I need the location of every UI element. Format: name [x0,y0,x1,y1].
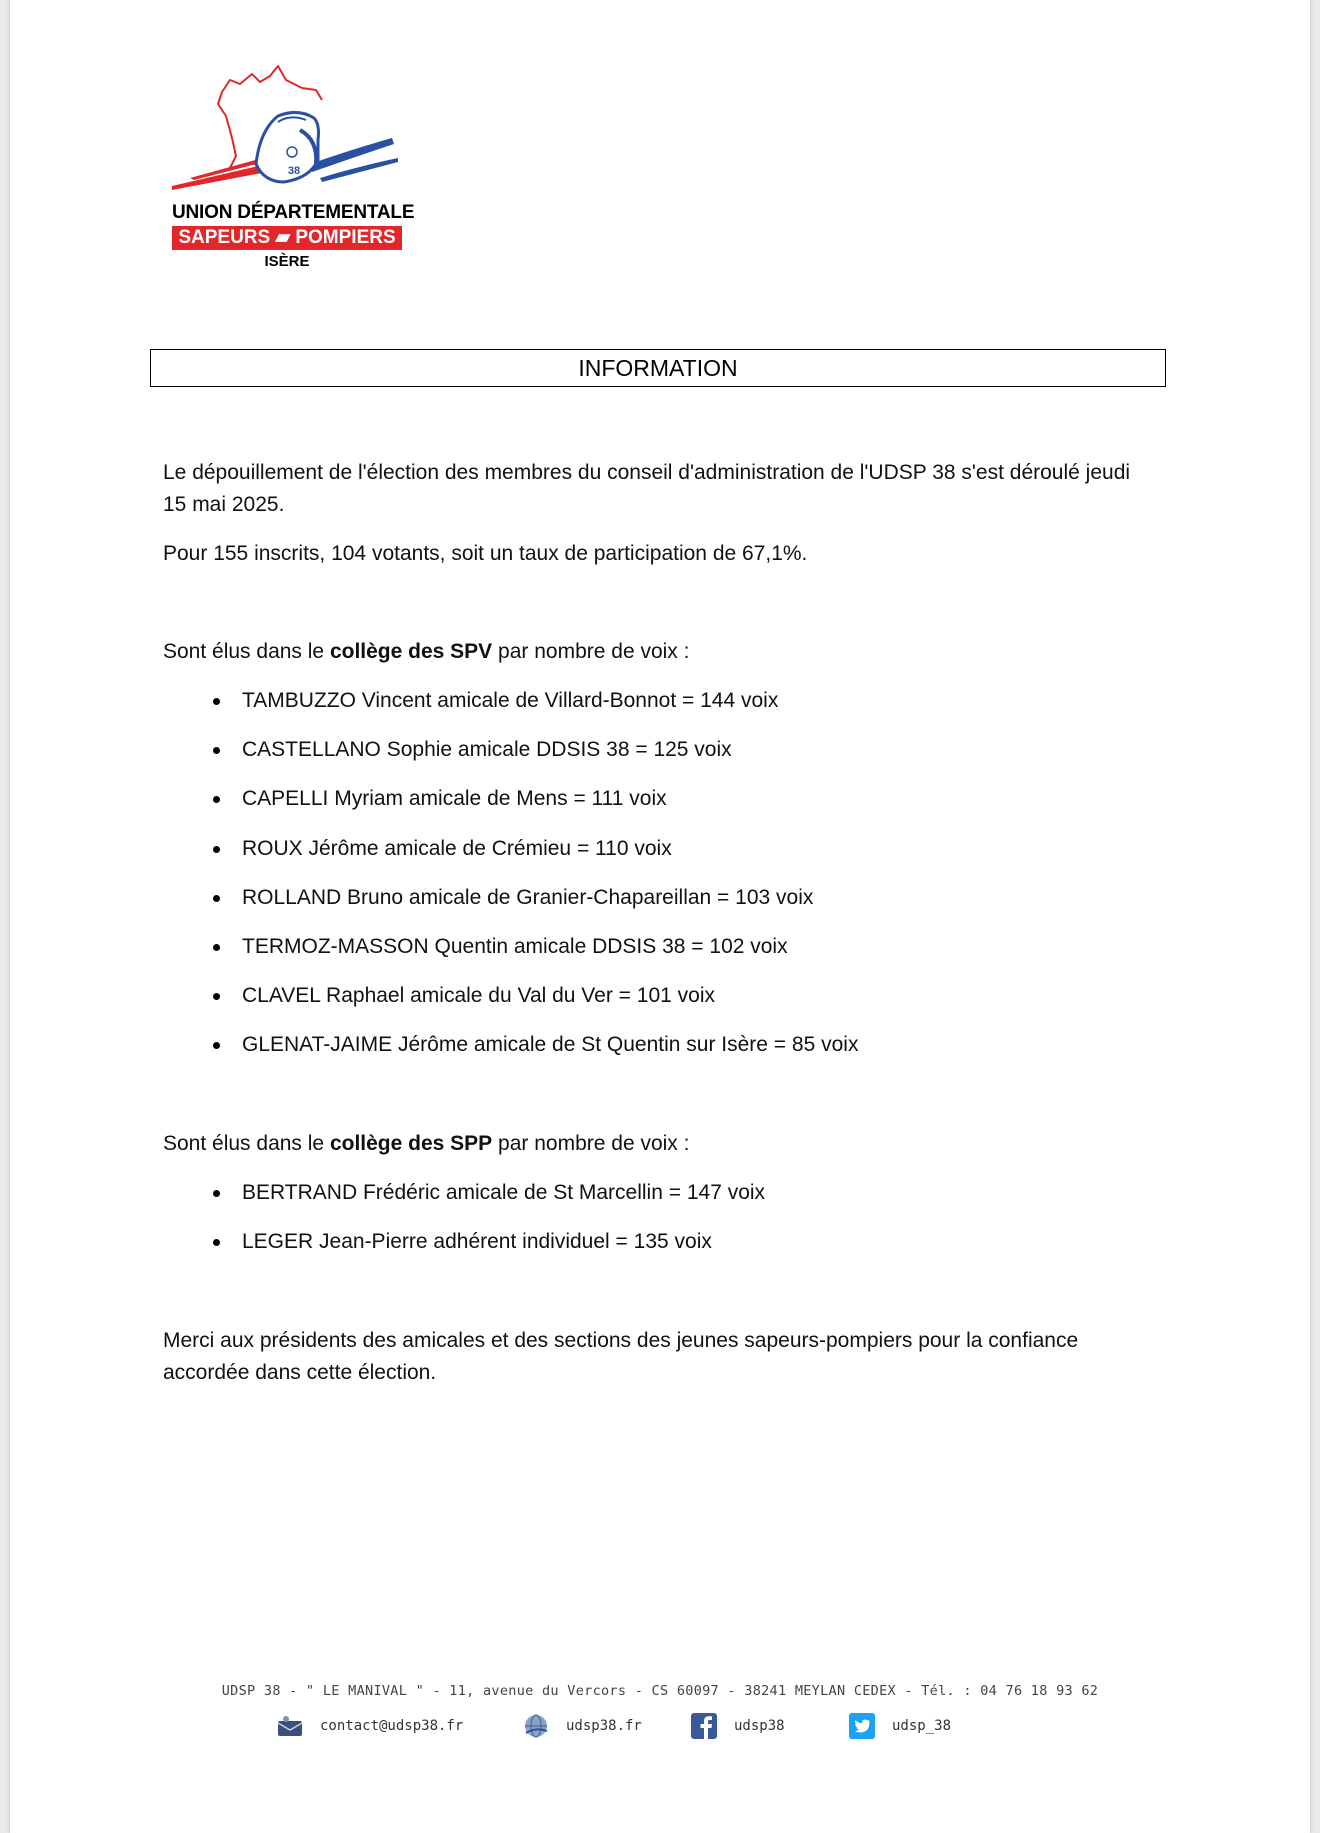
footer-twitter-text: udsp_38 [892,1718,952,1734]
list-item [163,980,858,1029]
spp-elected-list [163,1177,765,1275]
udsp-logo [160,60,415,280]
list-item-text: ROLLAND Bruno amicale de Granier-Chapareillan = 103 voix [242,885,814,909]
list-item [163,1226,765,1275]
logo-subtitle: SAPEURS ▰ POMPIERS [172,226,402,250]
list-item [163,685,858,734]
closing-paragraph: Merci aux présidents des amicales et des sections des jeunes sapeurs-pompiers pour la confiance accordée dans cette élection. [163,1329,1079,1384]
list-item [163,882,858,931]
footer-website-text: udsp38.fr [566,1718,642,1734]
bullet-icon [213,1042,220,1049]
list-item-text: LEGER Jean-Pierre adhérent individuel = 135 voix [242,1230,712,1254]
logo-region: ISÈRE [264,253,310,270]
logo-emblem [160,60,410,205]
spp-section-heading [163,1128,1153,1160]
bullet-icon [213,796,220,803]
twitter-icon [848,1712,876,1740]
facebook-icon [690,1712,718,1740]
list-item-text: CAPELLI Myriam amicale de Mens = 111 voix [242,787,667,811]
footer-twitter-link[interactable] [848,1709,951,1743]
list-item-text: GLENAT-JAIME Jérôme amicale de St Quentin sur Isère = 85 voix [242,1033,859,1057]
bullet-icon [213,895,220,902]
list-item [163,1029,858,1078]
helmet-number: 38 [287,165,301,177]
france-outline-top [222,66,322,100]
spv-elected-list [163,685,858,1079]
list-item [163,833,858,882]
logo-title: UNION DÉPARTEMENTALE [172,202,415,223]
email-icon [276,1712,304,1740]
participation-paragraph: Pour 155 inscrits, 104 votants, soit un taux de participation de 67,1%. [163,542,808,565]
footer-website-link[interactable] [522,1709,642,1743]
list-item [163,734,858,783]
spv-section-heading [163,636,1153,668]
list-item-text: BERTRAND Frédéric amicale de St Marcellin = 147 voix [242,1181,766,1204]
document-page [10,0,1310,1833]
list-item [163,931,858,980]
france-outline-left [218,92,236,168]
spv-heading-prefix: Sont élus dans le [163,640,330,663]
bullet-icon [213,1190,220,1197]
footer-facebook-text: udsp38 [734,1718,785,1734]
list-item-text: ROUX Jérôme amicale de Crémieu = 110 voix [242,836,672,860]
spp-heading-suffix: par nombre de voix : [492,1132,690,1155]
list-item-text: CASTELLANO Sophie amicale DDSIS 38 = 125 voix [242,738,732,762]
list-item-text: TAMBUZZO Vincent amicale de Villard-Bonnot = 144 voix [242,689,779,712]
list-item-text: CLAVEL Raphael amicale du Val du Ver = 101 voix [242,984,715,1008]
list-item [163,1177,765,1226]
bullet-icon [213,1239,220,1246]
spv-heading-suffix: par nombre de voix : [492,640,690,663]
footer-email-link[interactable] [276,1709,463,1743]
footer-facebook-link[interactable] [690,1709,785,1743]
globe-icon [522,1712,550,1740]
bullet-icon [213,846,220,853]
footer-email-text: contact@udsp38.fr [320,1718,464,1734]
bullet-icon [213,747,220,754]
bullet-icon [213,698,220,705]
spp-heading-bold: collège des SPP [329,1132,493,1155]
spv-heading-bold: collège des SPV [329,640,493,663]
bullet-icon [213,944,220,951]
blue-swoosh [310,138,394,172]
list-item [163,783,858,832]
list-item-text: TERMOZ-MASSON Quentin amicale DDSIS 38 = 102 voix [242,934,788,958]
intro-paragraph: Le dépouillement de l'élection des membres du conseil d'administration de l'UDSP 38 s'est déroulé jeudi 15 mai 2025. [163,461,1131,516]
information-heading: INFORMATION [150,349,1166,387]
footer-address: UDSP 38 - " LE MANIVAL " - 11, avenue du Vercors - CS 60097 - 38241 MEYLAN CEDEX - Tél. : 04 76 18 93 62 [221,1683,1099,1699]
footer-contact-links [10,1709,1310,1749]
bullet-icon [213,993,220,1000]
spp-heading-prefix: Sont élus dans le [163,1132,330,1155]
